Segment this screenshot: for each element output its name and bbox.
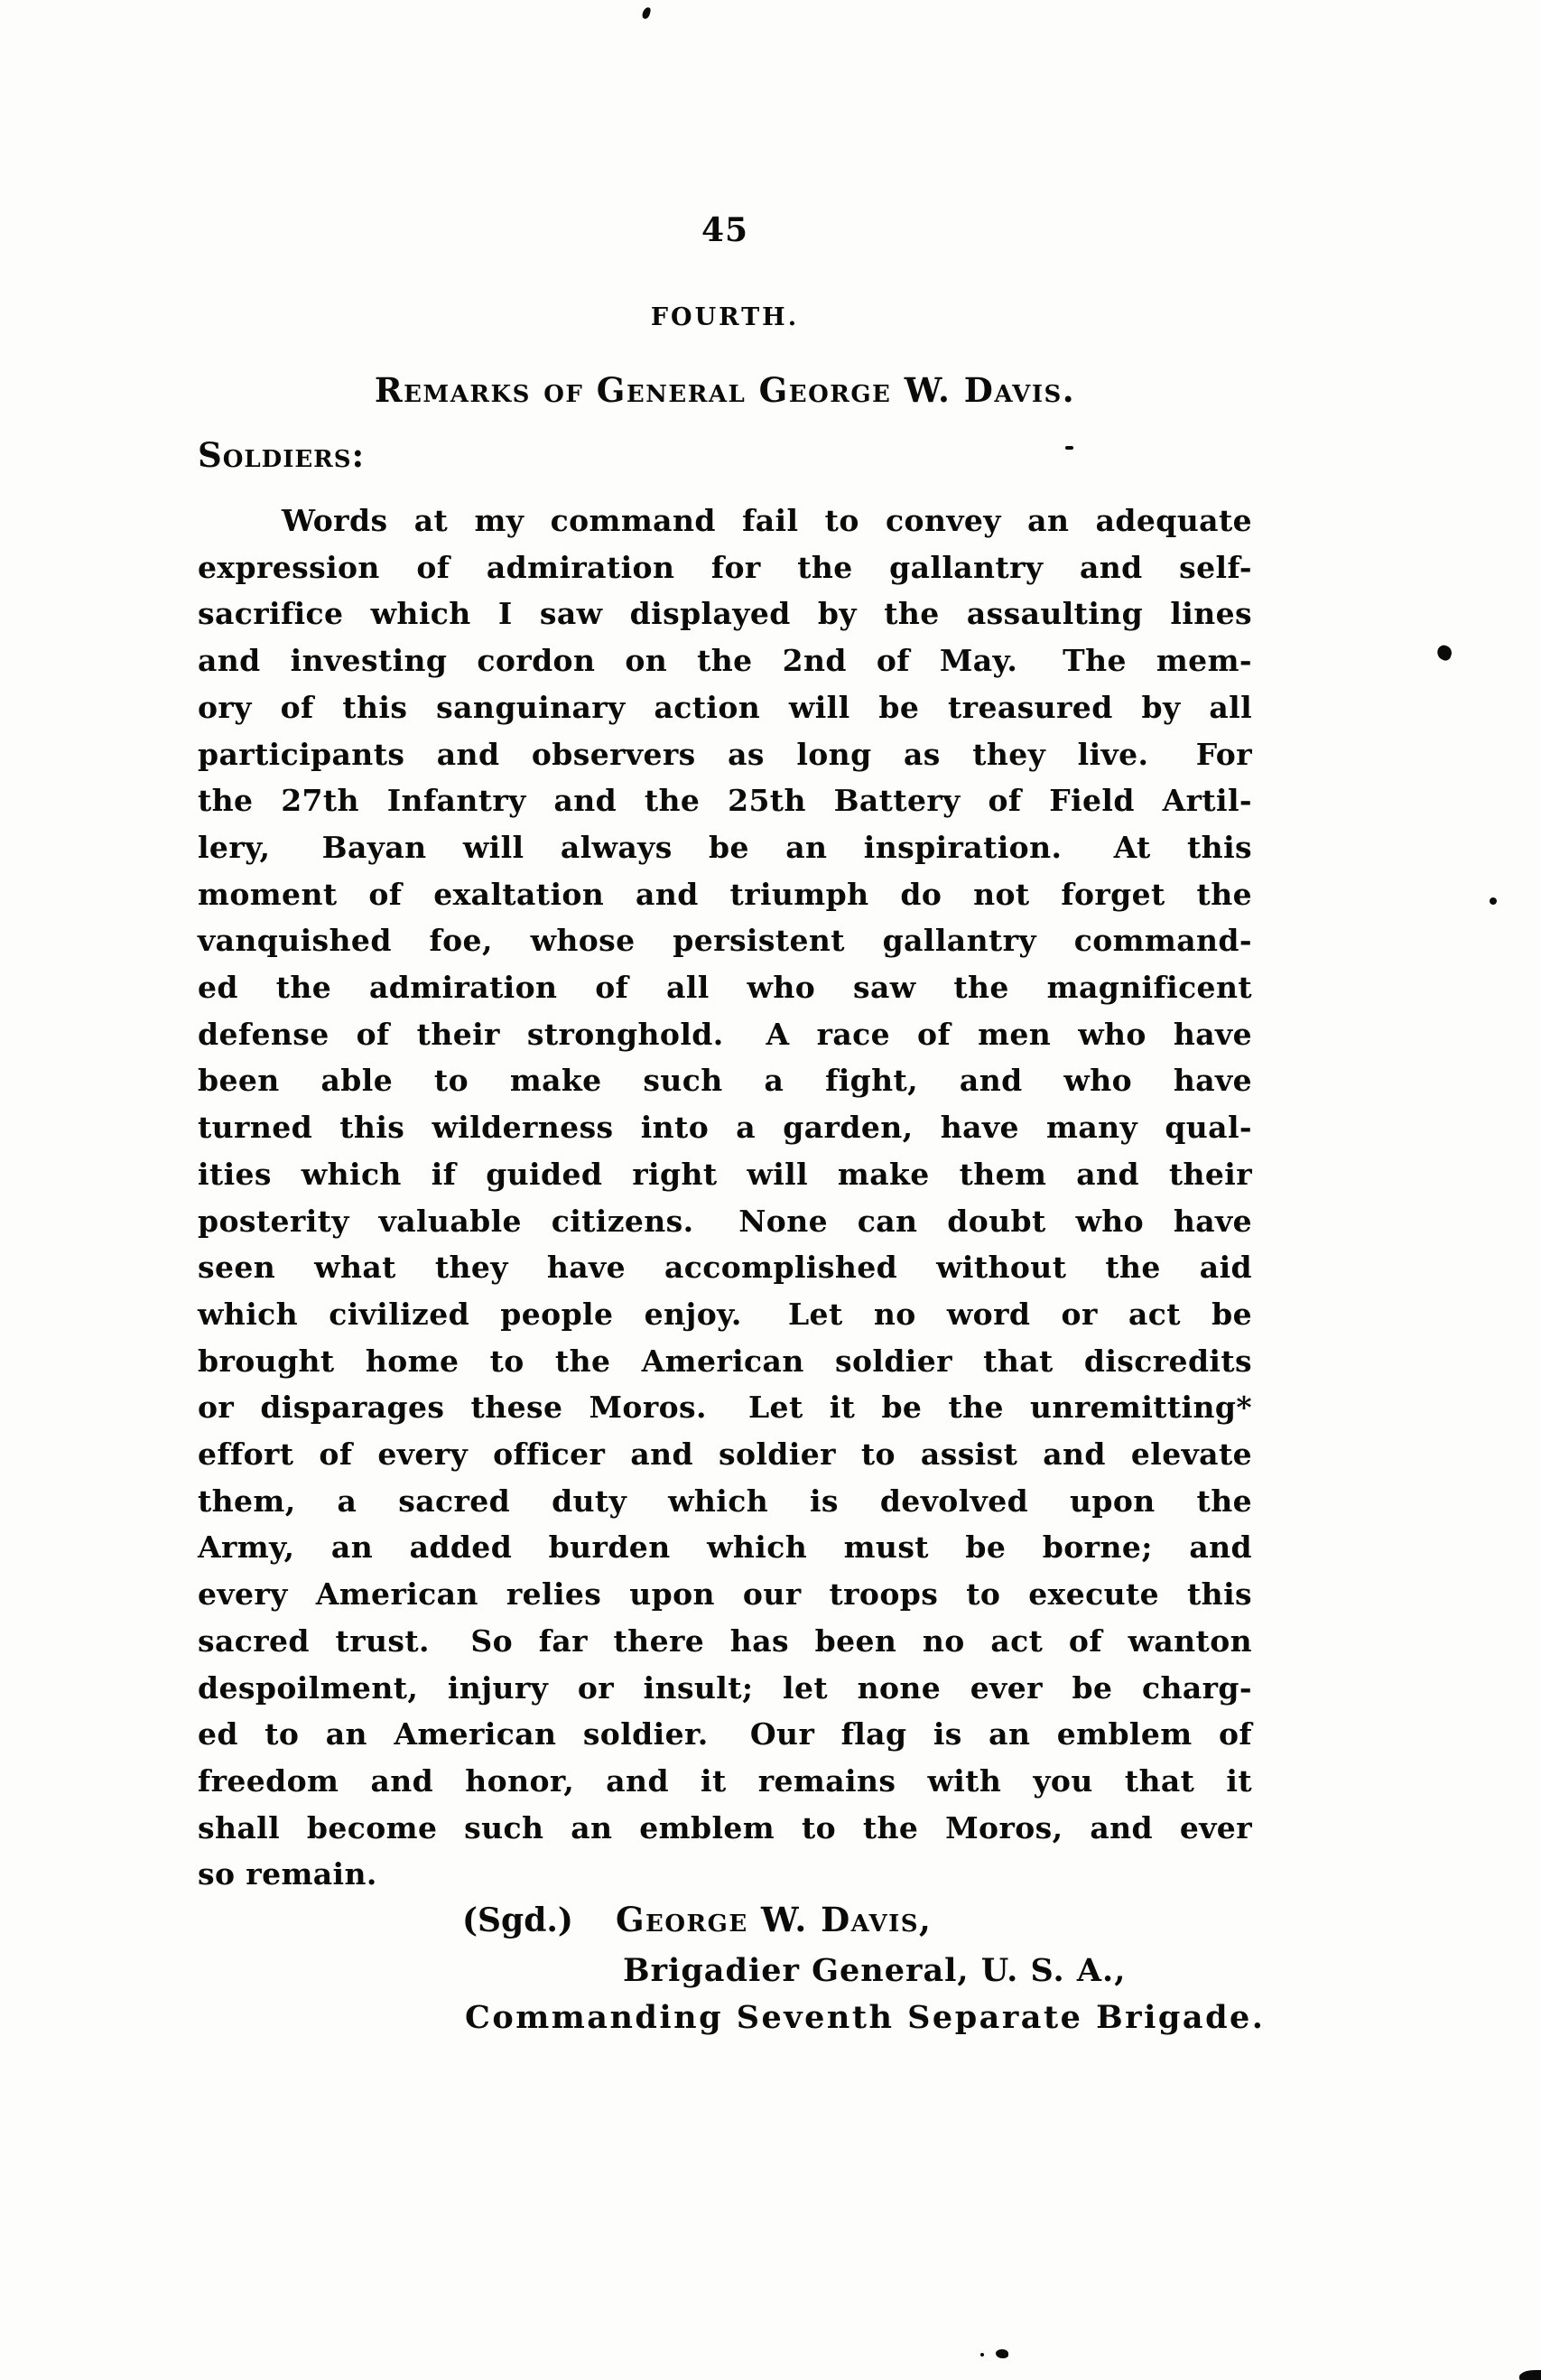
body-line: effort of every officer and soldier to assist and elevate [198,1436,1252,1473]
body-line: sacrifice which I saw displayed by the assaulting lines [198,596,1252,632]
body-line: participants and observers as long as they live. For [198,736,1252,772]
ink-speck [1490,897,1497,905]
ink-speck [1065,446,1073,450]
signature-command: Commanding Seventh Separate Brigade. [465,1999,1266,2036]
signature-rank: Brigadier General, U. S. A., [623,1952,1127,1989]
body-line: and investing cordon on the 2nd of May. The mem- [198,643,1252,679]
body-line: vanquished foe, whose persistent gallantry command- [198,923,1252,959]
body-line: posterity valuable citizens. None can doubt who have [198,1203,1252,1239]
body-line: every American relies upon our troops to execute this [198,1576,1252,1613]
body-line: which civilized people enjoy. Let no word or act be [198,1296,1252,1332]
section-heading: FOURTH. [650,303,800,331]
body-line: Words at my command fail to convey an adequate [282,503,1252,538]
body-line: brought home to the American soldier that discredits [198,1343,1252,1379]
page-number: 45 [701,211,749,249]
body-line: freedom and honor, and it remains with you that it [198,1762,1252,1799]
body-line: moment of exaltation and triumph do not forget the [198,876,1252,912]
body-paragraph [198,497,1252,1898]
body-line: ities which if guided right will make them and their [198,1156,1252,1192]
ink-speck [996,2349,1008,2358]
body-line: so remain. [198,1856,377,1892]
signature-name: George W. Davis, [615,1900,933,1939]
body-line: despoilment, injury or insult; let none ever be charg- [198,1669,1252,1706]
body-line: defense of their stronghold. A race of men who have [198,1016,1252,1052]
ink-speck [1435,644,1454,663]
body-line: ed the admiration of all who saw the magnificent [198,970,1252,1006]
body-line: them, a sacred duty which is devolved upon the [198,1483,1252,1519]
ink-speck [642,6,652,19]
body-line: shall become such an emblem to the Moros, and ever [198,1809,1252,1845]
body-line: ory of this sanguinary action will be treasured by all [198,689,1252,725]
document-title: Remarks of General George W. Davis. [374,370,1076,410]
body-line: been able to make such a fight, and who have [198,1063,1252,1099]
salutation: Soldiers: [198,435,366,475]
body-line: sacred trust. So far there has been no act of wanton [198,1622,1252,1659]
body-line: expression of admiration for the gallantry and self- [198,549,1252,585]
body-line: or disparages these Moros. Let it be the unremitting* [198,1390,1252,1426]
ink-speck [1519,2370,1541,2380]
body-line: lery, Bayan will always be an inspiration. At this [198,829,1252,865]
body-line: ed to an American soldier. Our flag is an emblem of [198,1716,1252,1752]
ink-speck [980,2353,984,2357]
body-line: Army, an added burden which must be borne; and [198,1529,1252,1566]
signature-line [462,1900,932,1939]
signature-sgd-label: (Sgd.) [462,1901,573,1939]
body-line: the 27th Infantry and the 25th Battery of Field Artil- [198,783,1252,819]
body-line: turned this wilderness into a garden, have many qual- [198,1110,1252,1146]
body-line: seen what they have accomplished without the aid [198,1250,1252,1286]
